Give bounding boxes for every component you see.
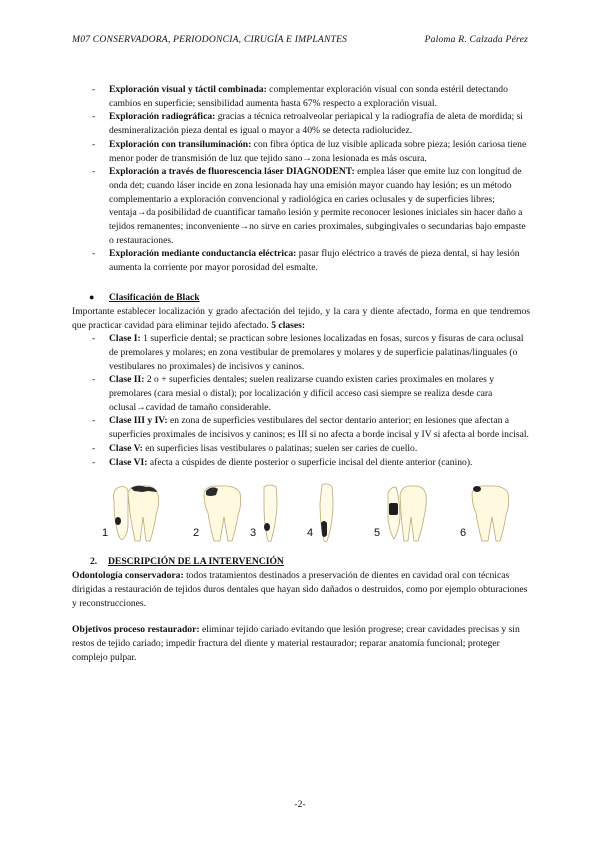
header-author: Paloma R. Calzada Pérez — [424, 34, 528, 45]
paragraph-text: eliminar tejido cariado evitando que lesión progrese; crear cavidades precisas y sin restos de tejido cariado; impedir fractura del diente y material restaurador; reparar anatomía funcional; proteger complejo pulpar. — [72, 624, 520, 663]
list-item — [72, 456, 530, 470]
item-text: emplea láser que emite luz con longitud de onda det; cuando láser incide en zona lesionada hay una emisión mayor cuando hay lesión; es un método complementario a exploración convencional y radiológica en caries oclusales y de superficies libres; ventaja→da posibilidad de cuantificar tamaño lesión y permite reconocer lesiones iniciales sin hacer daño a tejidos remanentes; inconveniente→no sirve en caries proximales, subgingivales o secundarias bajo empaste o restauraciones. — [109, 166, 526, 246]
intro-bold: 5 clases: — [271, 319, 306, 331]
intro-text: Importante establecer localización y grado afectación del tejido, y la cara y diente afectado, forma en que tendremos que practicar cavidad para eliminar tejido afectado. — [72, 305, 530, 331]
item-title: Exploración radiográfica: — [109, 111, 216, 123]
list-item — [72, 165, 530, 247]
black-intro — [72, 305, 530, 332]
list-item — [72, 110, 530, 137]
exploration-list — [72, 83, 530, 275]
tooth-class-1-illustration — [108, 483, 164, 547]
list-item — [72, 373, 530, 414]
section-number: 2. — [90, 556, 98, 568]
figure-label: 2 — [193, 527, 200, 540]
bullet-icon: ● — [89, 291, 95, 302]
paragraph-title: Objetivos proceso restaurador: — [72, 624, 200, 636]
black-heading-text: Clasificación de Black — [109, 291, 200, 303]
item-title: Exploración a través de fluorescencia láser DIAGNODENT: — [109, 166, 355, 178]
class-text: en superficies lisas vestibulares o palatinas; suelen ser caries de cuello. — [142, 442, 418, 454]
class-title: Clase II: — [109, 374, 145, 386]
item-title: Exploración mediante conductancia eléctrica: — [109, 248, 297, 260]
black-classes-list — [72, 332, 530, 469]
item-text: pasar flujo eléctrico a través de pieza dental, si hay lesión aumenta la corriente por mayor porosidad del esmalte. — [109, 248, 520, 274]
black-classes-figure — [72, 483, 530, 547]
class-text: 1 superficie dental; se practican sobre lesiones localizadas en fosas, surcos y fisuras de cara oclusal de premolares y molares; en zona vestibular de premolares y molares y de superficie palatinas/linguales (o vestibulares no proximales) de incisivos y caninos. — [109, 333, 524, 372]
class-title: Clase I: — [109, 333, 141, 345]
tooth-class-2-illustration — [200, 483, 244, 547]
item-text: gracias a técnica retroalveolar periapical y la radiografía de aleta de mordida; si desmineralización pieza dental es igual o mayor a 40% se detecta radiolucidez. — [109, 111, 523, 137]
figure-label: 3 — [250, 527, 257, 540]
section-2-heading — [72, 555, 530, 569]
black-classification-heading — [72, 291, 530, 305]
section-title: DESCRIPCIÓN DE LA INTERVENCIÓN — [108, 556, 284, 568]
class-text: afecta a cúspides de diente posterior o superficie incisal del diente anterior (canino). — [147, 456, 473, 468]
list-item — [72, 332, 530, 373]
figure-label: 1 — [102, 527, 109, 540]
item-text: con fibra óptica de luz visible aplicada sobre pieza; lesión cariosa tiene menor poder de transmisión de luz que tejido sano→zona lesionada es más oscura. — [109, 138, 527, 164]
list-item — [72, 138, 530, 165]
class-text: 2 o + superficies dentales; suelen realizarse cuando existen caries proximales en molares y premolares (cara mesial o distal); por localización y difícil acceso casi siempre se realiza desde cara oclusal→cavidad de tamaño considerable. — [109, 374, 495, 413]
figure-label: 5 — [374, 527, 381, 540]
item-title: Exploración con transiluminación: — [109, 138, 252, 150]
item-text: complementar exploración visual con sonda estéril detectando cambios en superficie; sensibilidad aumenta hasta 67% respecto a exploración visual. — [109, 84, 508, 109]
tooth-class-4-illustration — [314, 483, 338, 547]
list-item — [72, 83, 530, 110]
class-title: Clase III y IV: — [109, 415, 168, 427]
tooth-class-5-illustration — [382, 483, 430, 547]
list-item — [72, 414, 530, 441]
header-course-title: M07 CONSERVADORA, PERIODONCIA, CIRUGÍA E IMPLANTES — [72, 34, 348, 45]
class-title: Clase V: — [109, 442, 143, 454]
figure-label: 4 — [307, 527, 314, 540]
list-item — [72, 442, 530, 456]
page-header — [72, 34, 528, 48]
item-title: Exploración visual y táctil combinada: — [109, 84, 267, 95]
page-number: -2- — [294, 799, 306, 810]
class-title: Clase VI: — [109, 456, 148, 468]
tooth-class-6-illustration — [468, 483, 512, 547]
paragraph-conservadora — [72, 569, 530, 610]
figure-label: 6 — [460, 527, 467, 540]
page-content — [72, 83, 530, 665]
list-item — [72, 247, 530, 274]
paragraph-text: todos tratamientos destinados a preservación de dientes en cavidad oral con técnicas dirigidas a restauración de tejidos duros dentales que hayan sido dañados o destruidos, como por ejemplo obturaciones y reconstrucciones. — [72, 570, 528, 609]
paragraph-title: Odontología conservadora: — [72, 570, 184, 582]
tooth-class-3-illustration — [258, 483, 282, 547]
class-text: en zona de superficies vestibulares del sector dentario anterior; en lesiones que afectan a superficies proximales de incisivos y caninos; es III si no afecta a borde incisal y IV si afecta al borde incisal. — [109, 415, 529, 441]
paragraph-objetivos — [72, 623, 530, 664]
